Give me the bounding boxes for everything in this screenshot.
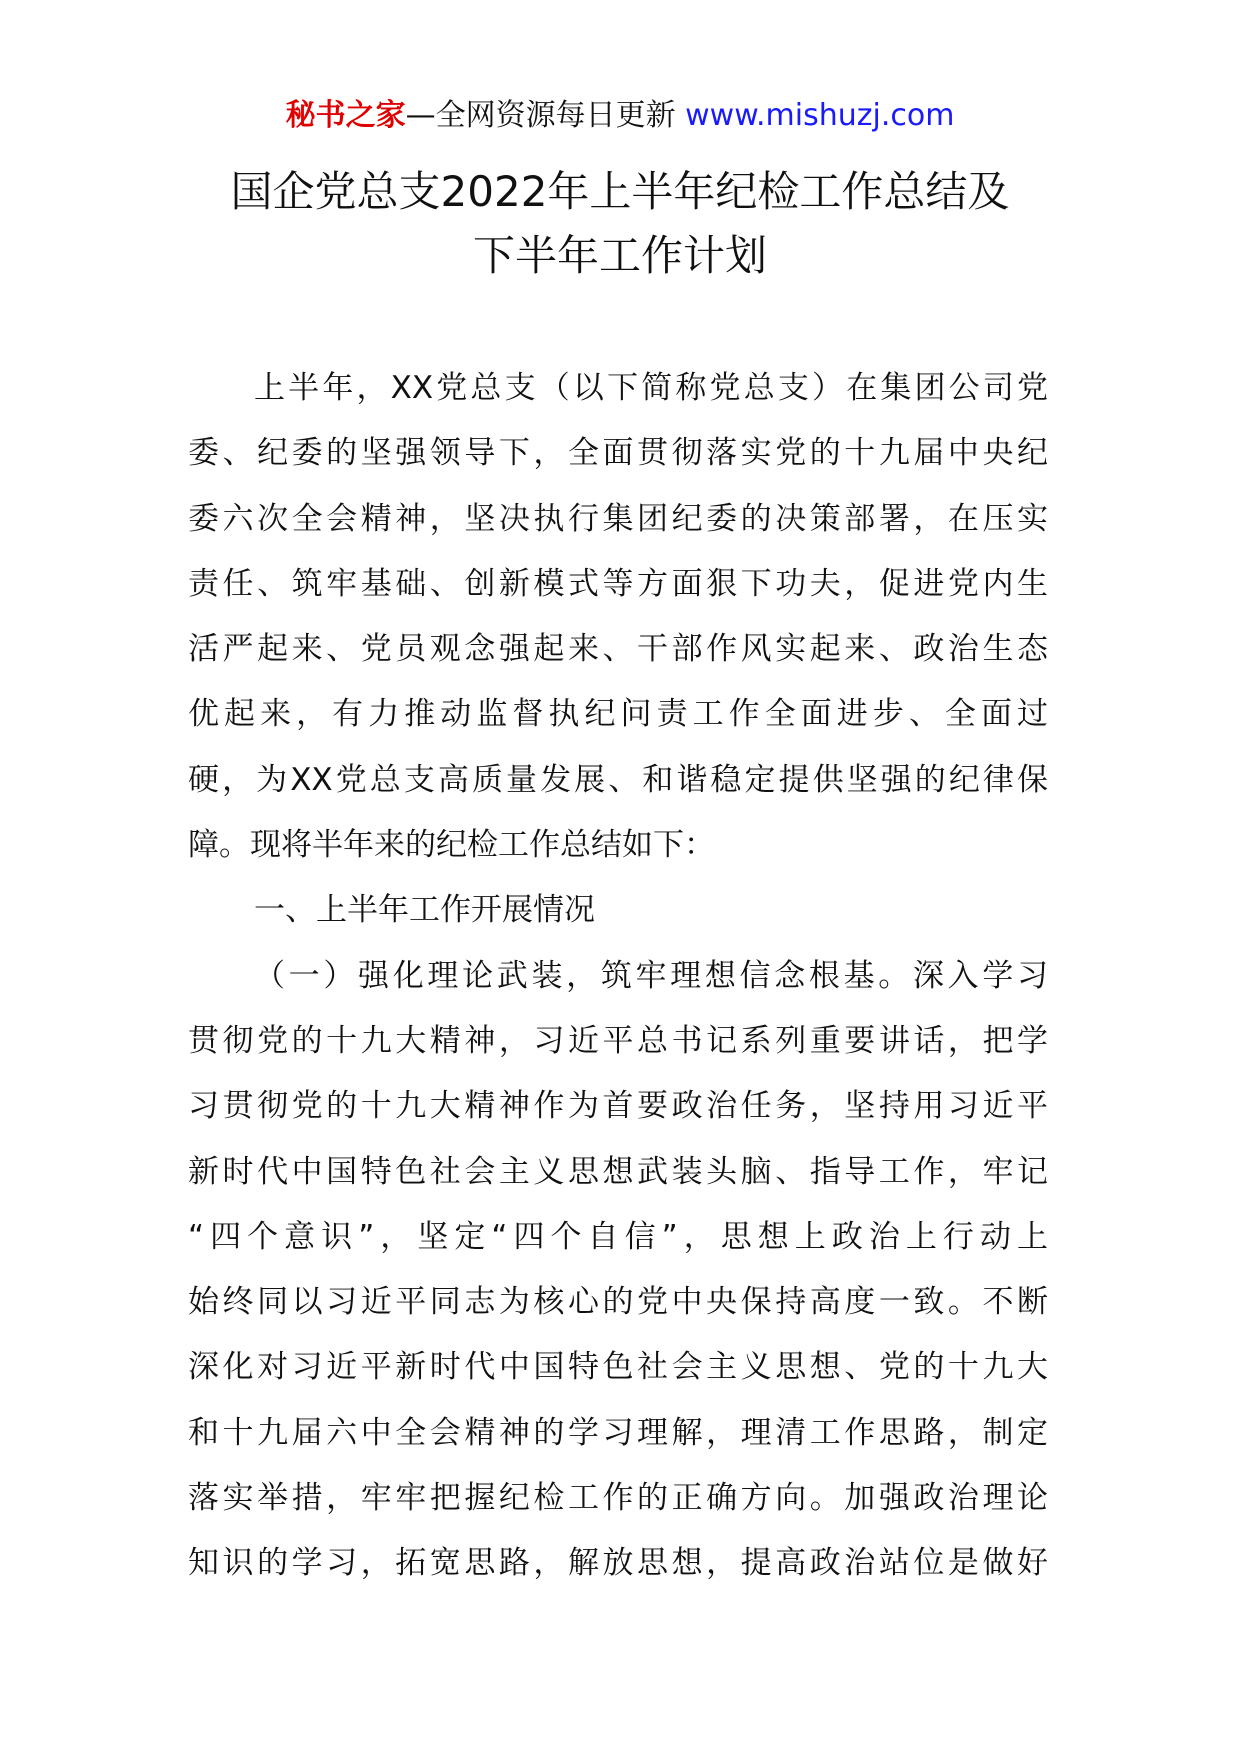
- body-line: 落实举措，牢牢把握纪检工作的正确方向。加强政治理论: [188, 1480, 1048, 1517]
- body-line: 责任、筑牢基础、创新模式等方面狠下功夫，促进党内生: [188, 565, 1048, 602]
- body-line: 知识的学习，拓宽思路，解放思想，提高政治站位是做好: [188, 1545, 1048, 1582]
- body-line: 习贯彻党的十九大精神作为首要政治任务，坚持用习近平: [188, 1088, 1048, 1125]
- body-line: 硬，为XX党总支高质量发展、和谐稳定提供坚强的纪律保: [188, 761, 1048, 798]
- section-heading: 一、上半年工作开展情况: [254, 892, 595, 929]
- body-line: 深化对习近平新时代中国特色社会主义思想、党的十九大: [188, 1349, 1048, 1386]
- document-title-line-2: 下半年工作计划: [472, 231, 767, 280]
- body-line: （一）强化理论武装，筑牢理想信念根基。深入学习: [254, 957, 1048, 994]
- body-line: 贯彻党的十九大精神，习近平总书记系列重要讲话，把学: [188, 1022, 1048, 1059]
- body-line: 委六次全会精神，坚决执行集团纪委的决策部署，在压实: [188, 500, 1048, 537]
- body-line: 活严起来、党员观念强起来、干部作风实起来、政治生态: [188, 631, 1048, 668]
- document-body: [188, 356, 1048, 1597]
- document-title-line-1: 国企党总支2022年上半年纪检工作总结及: [230, 167, 1010, 216]
- body-line: 新时代中国特色社会主义思想武装头脑、指导工作，牢记: [188, 1153, 1048, 1190]
- body-line: 障。现将半年来的纪检工作总结如下：: [188, 827, 715, 864]
- site-tagline: —全网资源每日更新: [405, 98, 676, 133]
- site-header: [0, 96, 1240, 136]
- body-line: 始终同以习近平同志为核心的党中央保持高度一致。不断: [188, 1284, 1048, 1321]
- body-line: 优起来，有力推动监督执纪问责工作全面进步、全面过: [188, 696, 1048, 733]
- body-line: 委、纪委的坚强领导下，全面贯彻落实党的十九届中央纪: [188, 435, 1048, 472]
- body-line: 和十九届六中全会精神的学习理解，理清工作思路，制定: [188, 1414, 1048, 1451]
- site-brand: 秘书之家: [285, 98, 406, 133]
- document-title: [150, 160, 1090, 288]
- body-line: “四个意识”，坚定“四个自信”，思想上政治上行动上: [188, 1218, 1048, 1255]
- site-url-link[interactable]: www.mishuzj.com: [685, 98, 955, 133]
- body-line: 上半年，XX党总支（以下简称党总支）在集团公司党: [254, 370, 1048, 406]
